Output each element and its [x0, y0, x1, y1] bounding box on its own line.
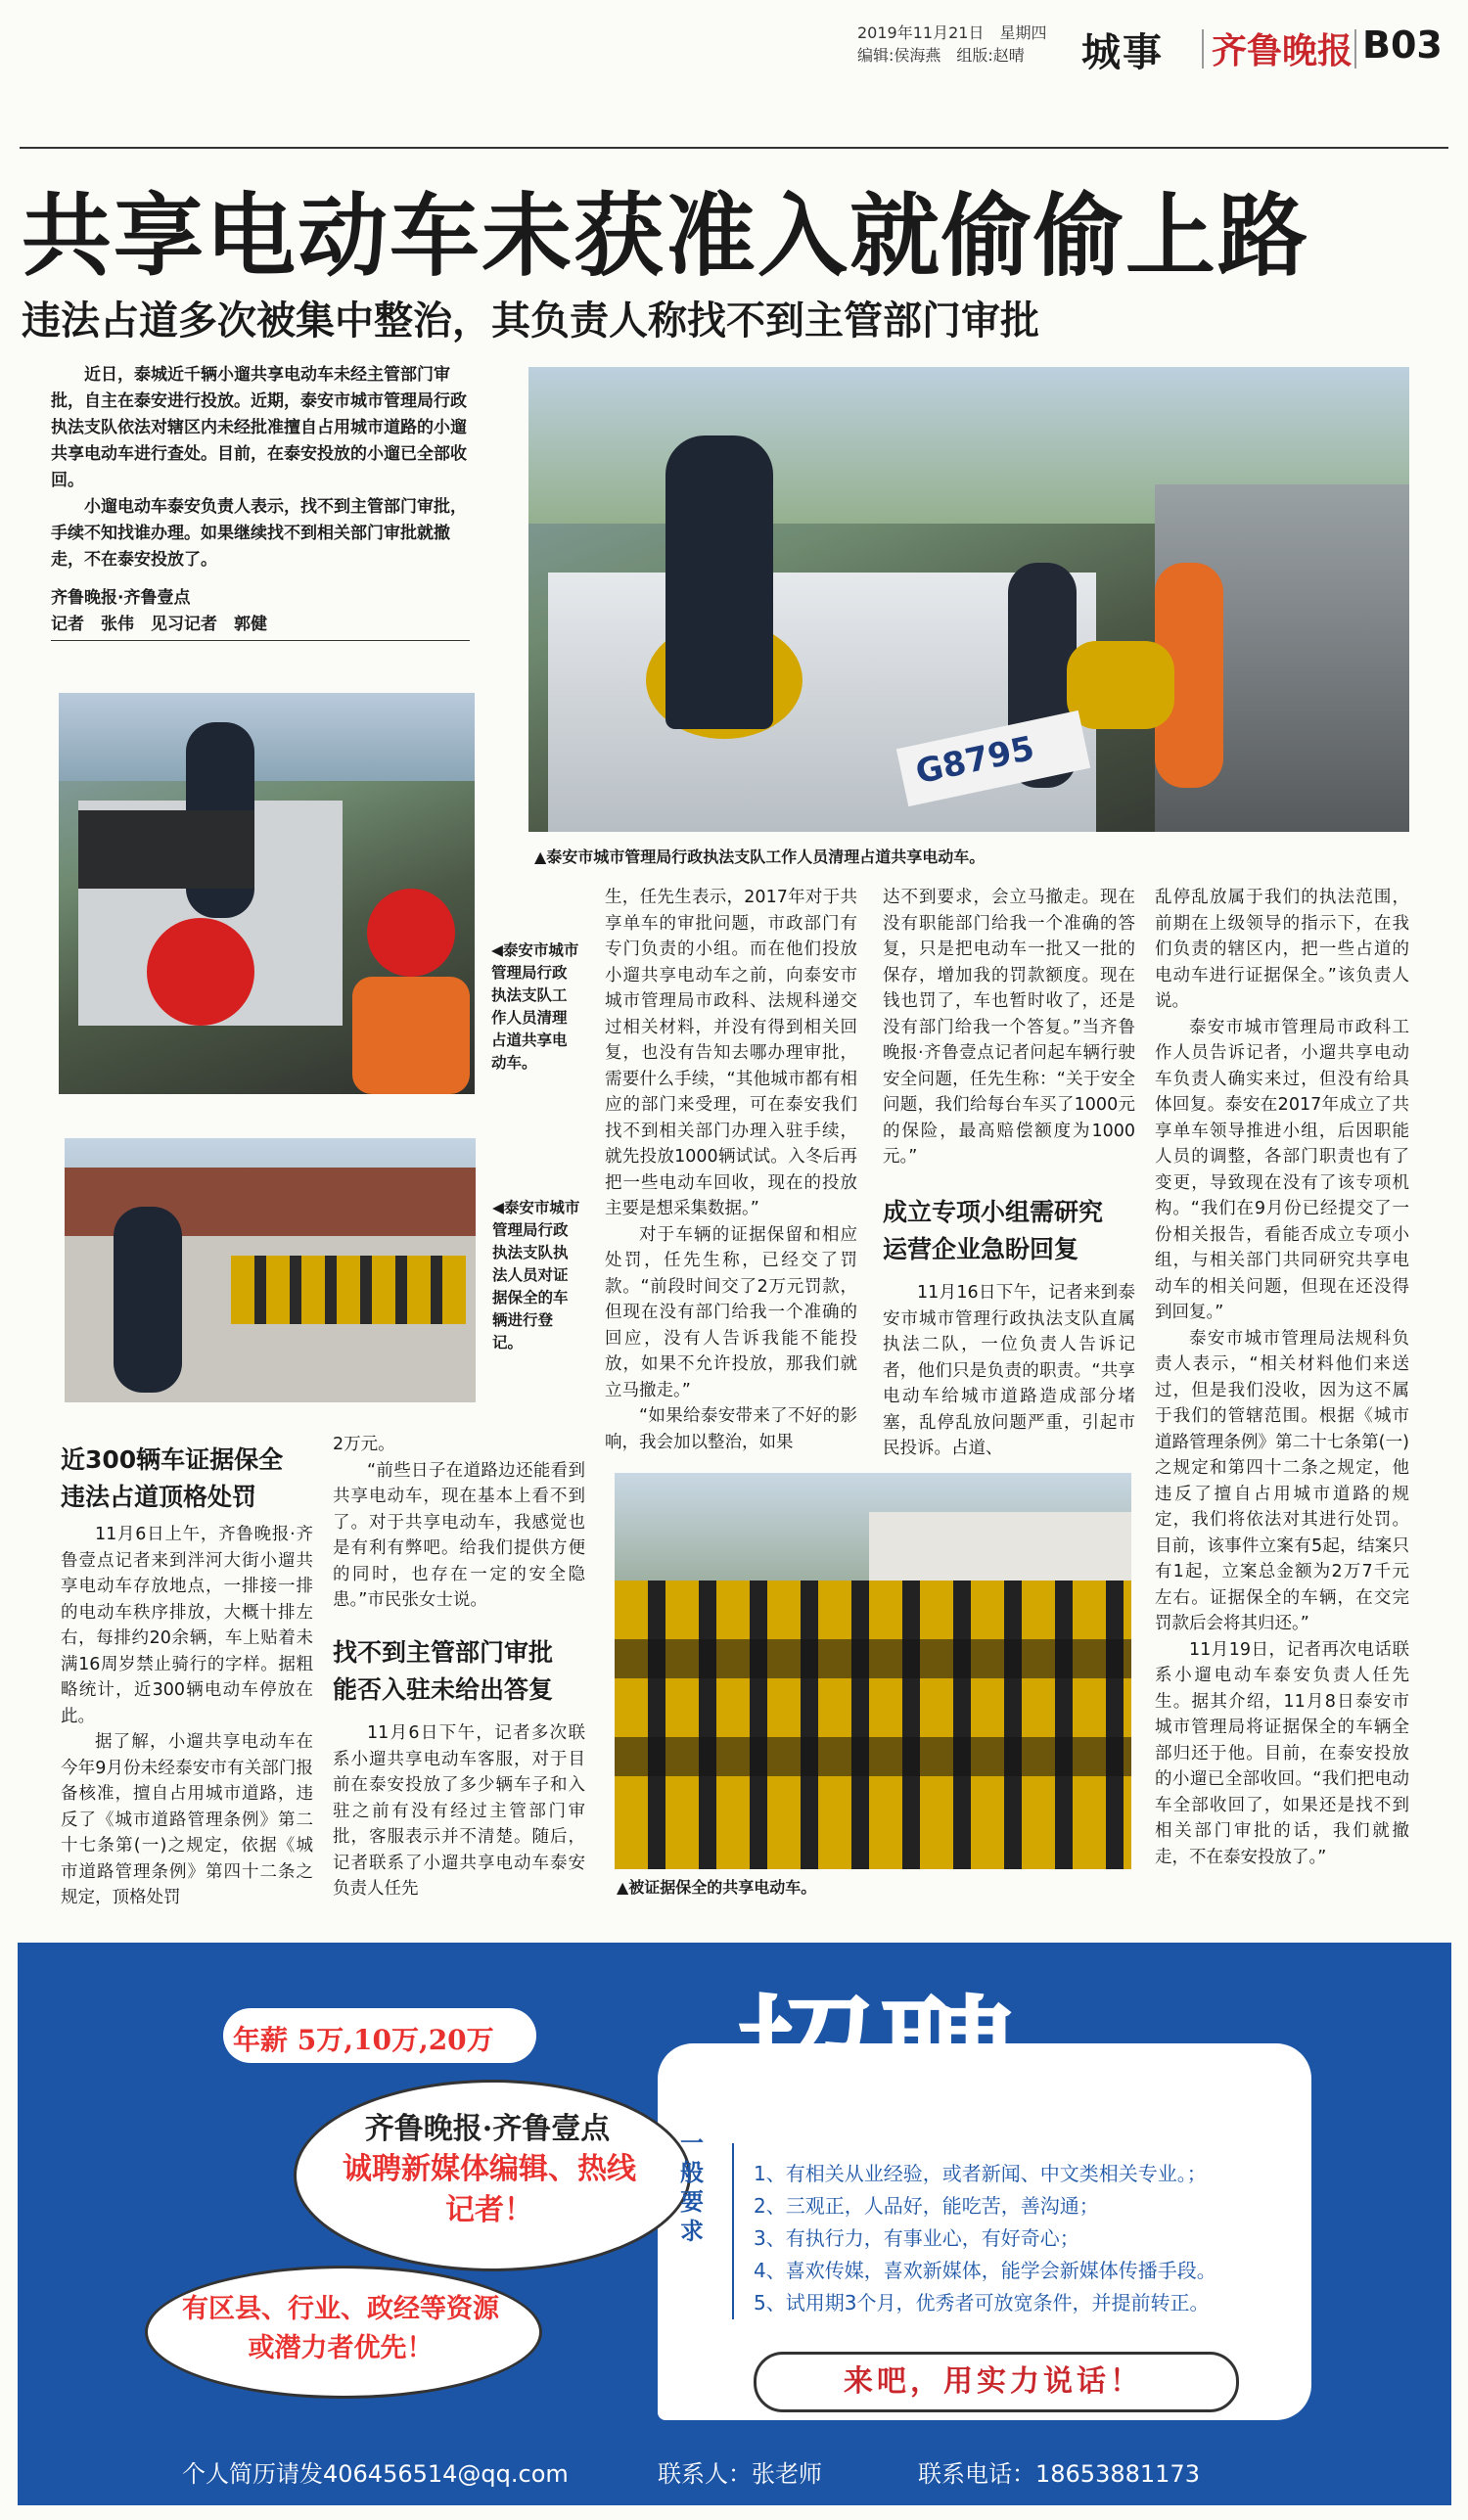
col2-body-bottom [333, 1720, 585, 1902]
header-divider [1202, 29, 1204, 69]
header-divider-2 [1354, 29, 1356, 69]
col3-paragraph: “如果给泰安带来了不好的影响，我会加以整治，如果 [605, 1406, 857, 1452]
col5-paragraph: 11月19日，记者再次电话联系小遛电动车泰安负责人任先生。据其介绍，11月8日泰安市城市管理局将证据保全的车辆全部归还于他。目前，在泰安投放的小遛已全部收回。“我们把电动车全部收回了，如果还是找不到相关部门审批的话，我们就撤走，不在泰安投放了。” [1155, 1639, 1409, 1867]
col5-body [1155, 885, 1409, 1870]
col3-paragraph: 对于车辆的证据保留和相应处罚，任先生称，已经交了罚款。“前段时间交了2万元罚款，但现在没有部门给我一个准确的回应，没有人告诉我能不能投放，如果不允许投放，那我们就立马撤走。” [605, 1224, 857, 1400]
col5-paragraph: 泰安市城市管理局市政科工作人员告诉记者，小遛共享电动车负责人确实来过，但没有给具体回复。泰安在2017年成立了共享单车领导推进小组，后因职能人员的调整，各部门职责也有了变更，导致现在没有了该专项机构。“我们在9月份已经提交了一份相关报告，看能否成立专项小组，与相关部门共同研究共享电动车的相关问题，但现在还没得到回复。” [1155, 1017, 1409, 1322]
bubble-main-text: 诚聘新媒体编辑、热线记者！ [343, 2152, 636, 2227]
caption-left-photo2: ◀泰安市城市管理局行政执法支队执法人员对证据保全的车辆进行登记。 [492, 1199, 580, 1352]
photo-impounded-bikes [615, 1473, 1131, 1869]
byline-rule [51, 640, 470, 641]
editor-line: 编辑:侯海燕 组版:赵晴 [857, 46, 1025, 65]
byline-reporters: 记者 张伟 见习记者 郭健 [51, 615, 267, 634]
caption-top-photo: ▲泰安市城市管理局行政执法支队工作人员清理占道共享电动车。 [534, 848, 986, 866]
col1-paragraph: 11月6日上午，齐鲁晚报·齐鲁壹点记者来到泮河大街小遛共享电动车存放地点，一排接一排的电动车秩序排放，大概十排左右，每排约20余辆，车上贴着未满16周岁禁止骑行的字样。据粗略统计，近300辆电动车停放在此。 [61, 1525, 313, 1726]
col4-paragraph: 达不到要求，会立马撤走。现在没有职能部门给我一个准确的答复，只是把电动车一批又一批的保存，增加我的罚款额度。现在钱也罚了，车也暂时收了，还是没有部门给我一个答复。”当齐鲁晚报·齐鲁壹点记者问起车辆行驶安全问题，任先生称：“关于安全问题，我们给每台车买了1000元的保险，最高赔偿额度为1000元。” [883, 888, 1135, 1167]
lead-text [51, 362, 470, 573]
caption-bottom-photo: ▲被证据保全的共享电动车。 [617, 1878, 817, 1897]
col5-paragraph: 泰安市城市管理局法规科负责人表示，“相关材料他们来送过，但是我们没收，因为这不属于我们的管辖范围。根据《城市道路管理条例》第二十七条第(一)之规定和第四十二条之规定，他违反了擅自占用城市道路的规定，我们将依法对其进行处罚。目前，该事件立案有5起，结案只有1起，立案总金额为2万7千元左右。证据保全的车辆，在交完罚款后会将其归还。” [1155, 1328, 1409, 1633]
col1-paragraph: 据了解，小遛共享电动车在今年9月份未经泰安市有关部门报备核准，擅自占用城市道路，违反了《城市道路管理条例》第二十七条第(一)之规定，依据《城市道路管理条例》第四十二条之规定，顶格处罚 [61, 1732, 313, 1907]
resume-email[interactable]: 个人简历请发406456514@qq.com [182, 2460, 569, 2488]
col1-subhead: 近300辆车证据保全 违法占道顶格处罚 [61, 1445, 284, 1511]
headline: 共享电动车未获准入就偷偷上路 [22, 184, 1310, 289]
photo-officer-registering-bikes [65, 1138, 476, 1402]
subheadline: 违法占道多次被集中整治，其负责人称找不到主管部门审批 [22, 298, 1039, 344]
col4-body-top [883, 885, 1135, 1170]
byline [51, 585, 470, 638]
newspaper-logo: 齐鲁晚报 [1212, 30, 1353, 71]
requirement-item: 4、喜欢传媒，喜欢新媒体，能学会新媒体传播手段。 [754, 2259, 1216, 2282]
photo-officers-clearing-bikes [528, 367, 1409, 832]
ad-title: 招聘 [736, 1982, 1023, 2142]
col5-paragraph: 乱停乱放属于我们的执法范围，前期在上级领导的指示下，在我们负责的辖区内，把一些占道的电动车进行证据保全。”该负责人说。 [1155, 888, 1409, 1011]
ad-salary: 年薪 5万,10万,20万 [233, 2024, 494, 2056]
requirement-item: 1、有相关从业经验，或者新闻、中文类相关专业。； [754, 2162, 1207, 2185]
col2-body-top [333, 1432, 585, 1614]
requirements-list [754, 2158, 1302, 2319]
col2-paragraph: “前些日子在道路边还能看到共享电动车，现在基本上看不到了。对于共享电动车，我感觉也是有利有弊吧。给我们提供方便的同时，也存在一定的安全隐患。”市民张女士说。 [333, 1460, 585, 1610]
contact-person: 联系人：张老师 [658, 2460, 822, 2488]
col2-subhead: 找不到主管部门审批 能否入驻未给出答复 [333, 1638, 554, 1704]
col2-continued: 2万元。 [333, 1435, 395, 1454]
col3-paragraph: 生，任先生表示，2017年对于共享单车的审批问题，市政部门有专门负责的小组。而在他们投放小遛共享电动车之前，向泰安市城市管理局市政科、法规科递交过相关材料，并没有得到相关回复，也没有告知去哪办理审批，需要什么手续，“其他城市都有相应的部门来受理，可在泰安我们找不到相关部门办理入驻手续，就先投放1000辆试试。入冬后再把一些电动车回收，现在的投放主要是想采集数据。” [605, 888, 857, 1218]
section-title: 城事 [1081, 30, 1164, 75]
bubble-bottom-text: 有区县、行业、政经等资源或潜力者优先！ [182, 2294, 499, 2363]
header-rule [20, 147, 1448, 149]
requirement-item: 2、三观正，人品好，能吃苦，善沟通； [754, 2194, 1099, 2218]
col3-body [605, 885, 857, 1455]
ad-slogan: 来吧，用实力说话！ [844, 2364, 1143, 2399]
lead-paragraph: 小遛电动车泰安负责人表示，找不到主管部门审批，手续不知找谁办理。如果继续找不到相关部门审批就撤走，不在泰安投放了。 [51, 497, 467, 570]
lead-paragraph: 近日，泰城近千辆小遛共享电动车未经主管部门审批，自主在泰安进行投放。近期，泰安市城市管理局行政执法支队依法对辖区内未经批准擅自占用城市道路的小遛共享电动车进行查处。目前，在泰安投放的小遛已全部收回。 [51, 365, 467, 490]
caption-left-photo1: ◀泰安市城市管理局行政执法支队工作人员清理占道共享电动车。 [491, 941, 579, 1072]
col4-subhead: 成立专项小组需研究 运营企业急盼回复 [883, 1198, 1104, 1263]
requirements-label: 一般要求 [680, 2130, 704, 2245]
requirement-item: 5、试用期3个月，优秀者可放宽条件，并提前转正。 [754, 2291, 1210, 2314]
contact-phone[interactable]: 联系电话：18653881173 [918, 2460, 1200, 2488]
police-car-plate: G8795 [912, 728, 1038, 793]
page-number: B03 [1362, 23, 1443, 67]
bubble-top-text: 齐鲁晚报·齐鲁壹点 [364, 2112, 611, 2146]
col4-body-bottom [883, 1280, 1135, 1462]
photo-workers-loading-bikes [59, 693, 475, 1094]
col4-paragraph: 11月16日下午，记者来到泰安市城市管理行政执法支队直属执法二队，一位负责人告诉记者，他们只是负责的职责。“共享电动车给城市道路造成部分堵塞，乱停乱放问题严重，引起市民投诉。占道、 [883, 1283, 1135, 1458]
byline-source: 齐鲁晚报·齐鲁壹点 [51, 588, 191, 608]
requirement-item: 3、有执行力，有事业心，有好奇心； [754, 2226, 1079, 2250]
requirements-divider [732, 2143, 734, 2319]
issue-date: 2019年11月21日 星期四 [857, 23, 1047, 42]
col1-body [61, 1522, 313, 1911]
issue-meta [857, 22, 1046, 67]
col2-paragraph: 11月6日下午，记者多次联系小遛共享电动车客服，对于目前在泰安投放了多少辆车子和入驻之前有没有经过主管部门审批，客服表示并不清楚。随后，记者联系了小遛共享电动车泰安负责人任先 [333, 1723, 585, 1899]
